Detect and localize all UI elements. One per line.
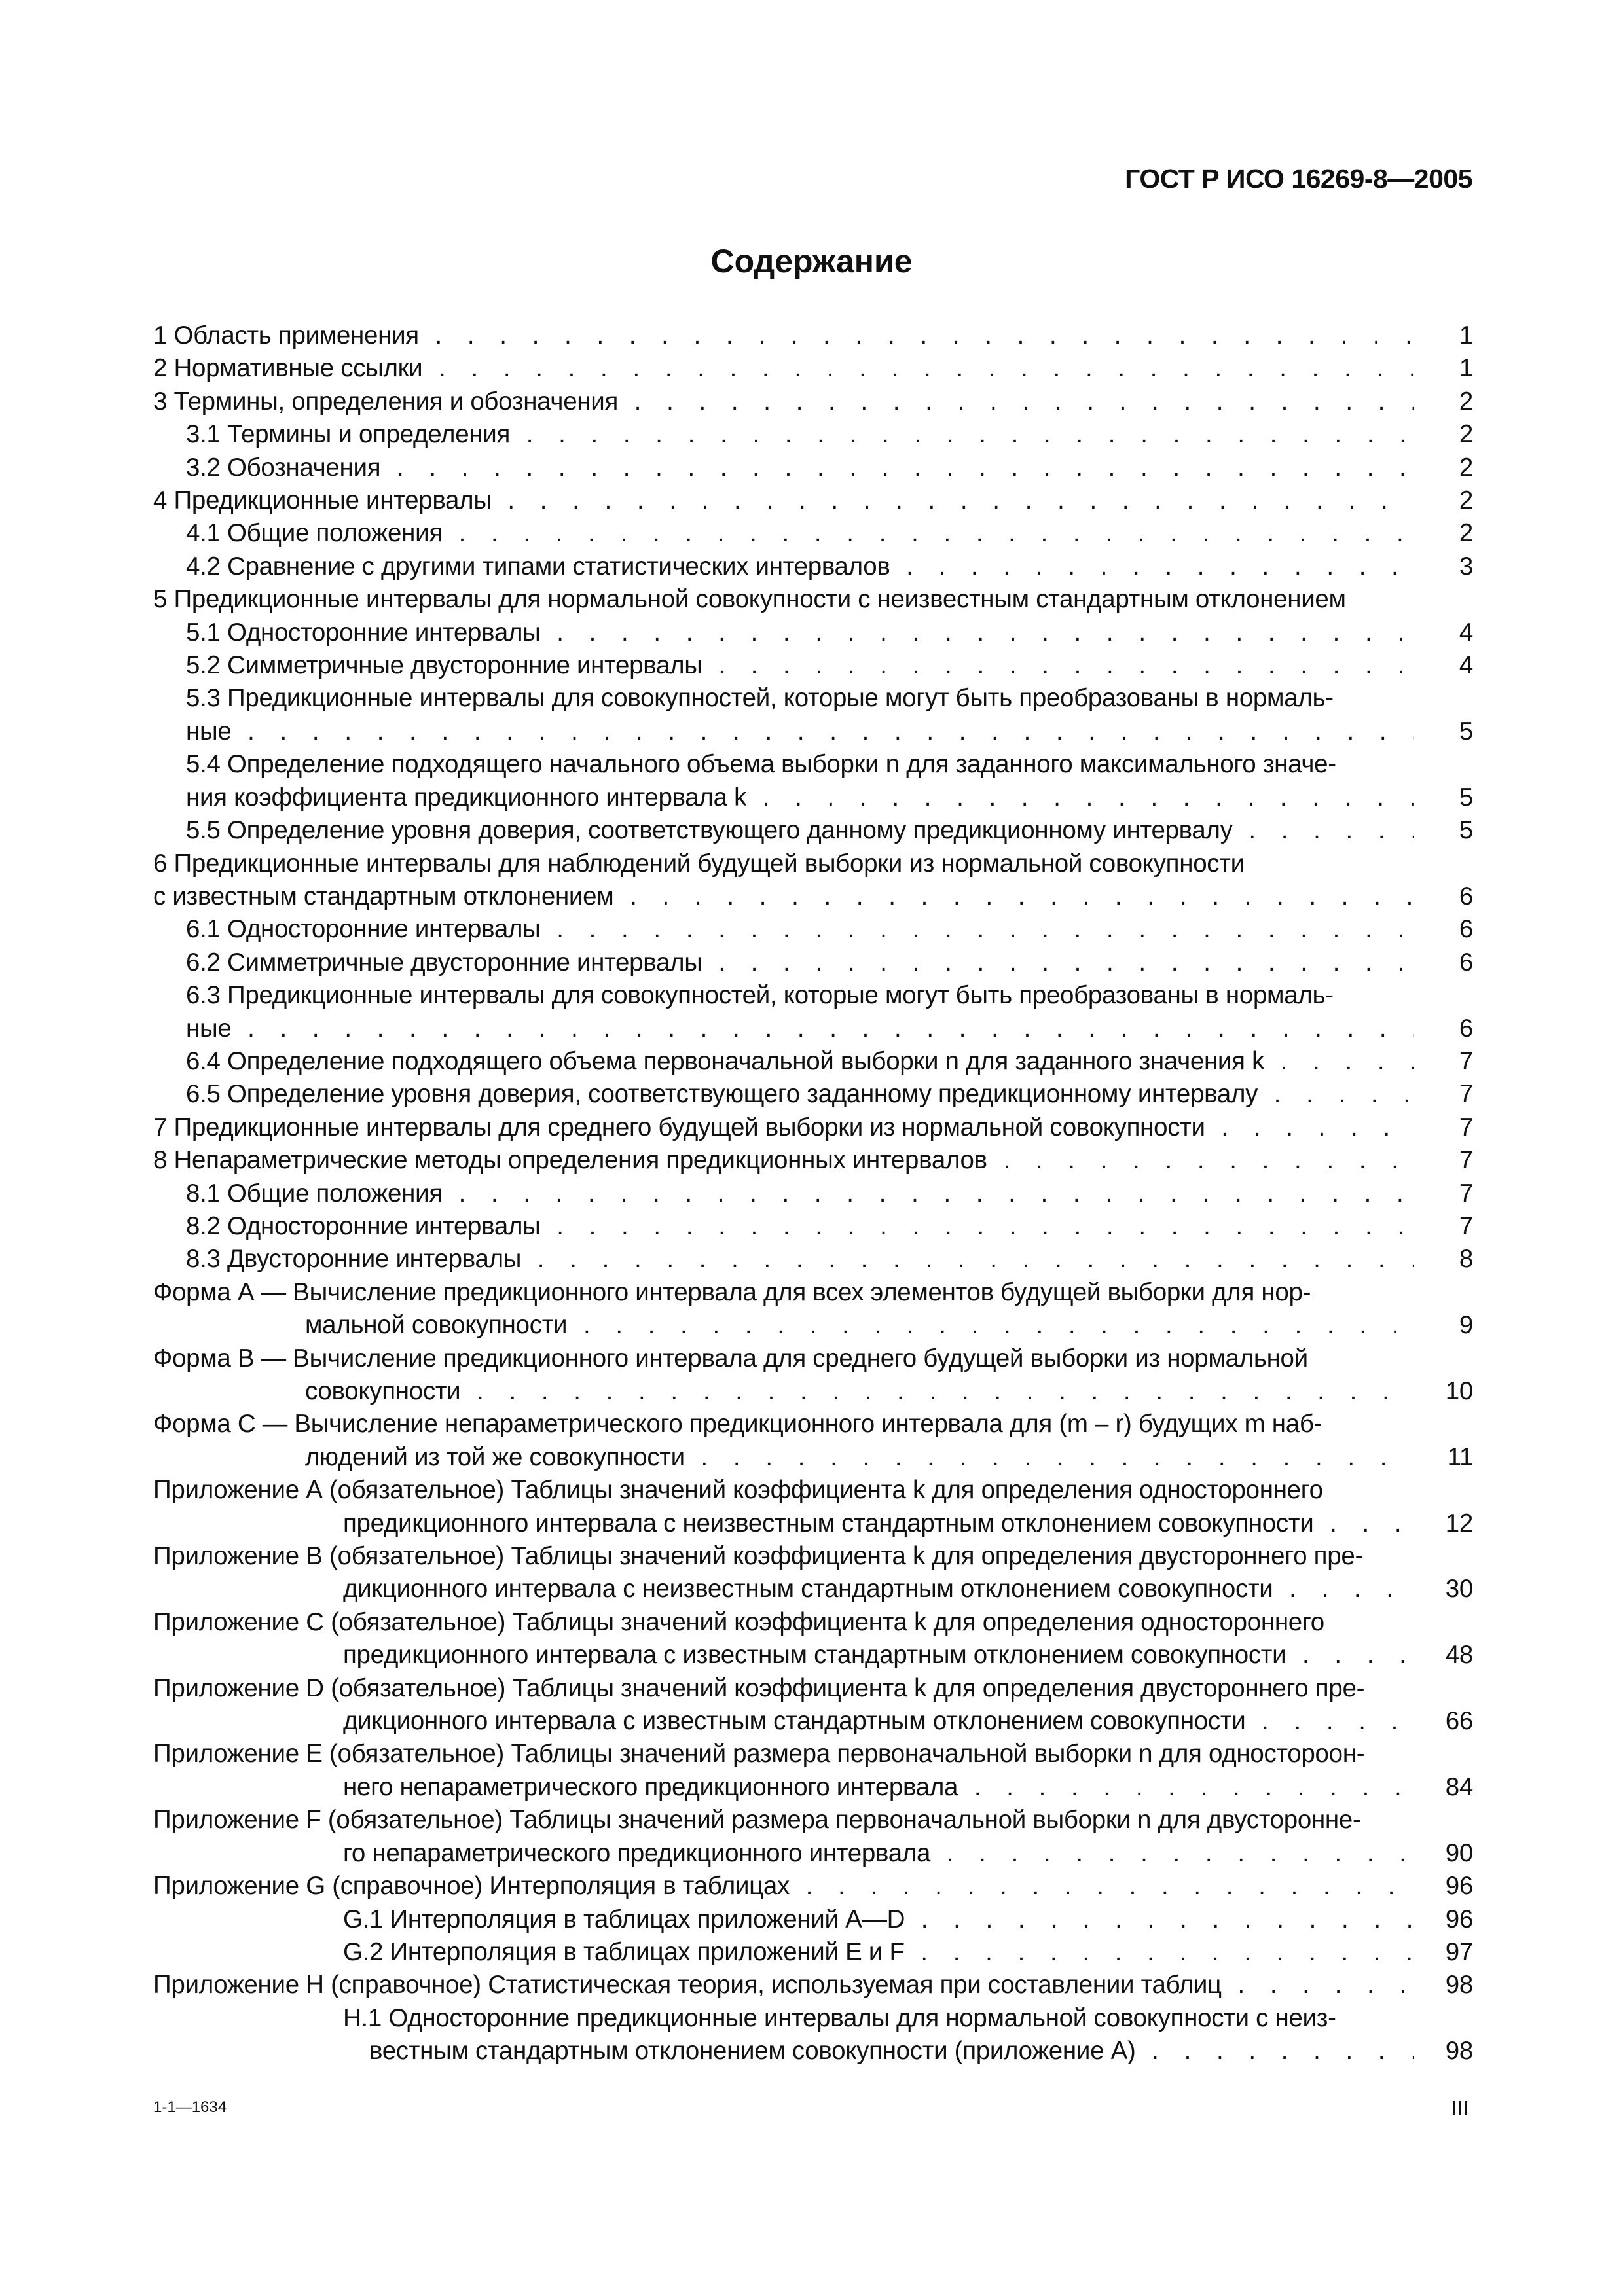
toc-entry-text <box>153 319 1414 352</box>
toc-entry[interactable] <box>153 1969 1473 2001</box>
toc-entry-text <box>153 1738 1414 1804</box>
toc-entry[interactable] <box>153 452 1473 484</box>
toc-entry-line: G.2 Интерполяция в таблицах приложений Е и F . . . <box>153 1936 1414 1969</box>
toc-entry[interactable] <box>153 946 1473 979</box>
toc-page-number: 7 <box>1459 1080 1473 1109</box>
toc-entry-text <box>153 2002 1414 2068</box>
toc-page-number: 7 <box>1459 1047 1473 1075</box>
toc-page-number: 96 <box>1445 1905 1473 1933</box>
toc-entry[interactable] <box>153 1276 1473 1342</box>
toc-entry-line: 3.1 Термины и определения . . . <box>153 418 1414 451</box>
toc-entry[interactable] <box>153 1672 1473 1738</box>
toc-entry[interactable] <box>153 1474 1473 1540</box>
toc-entry-text <box>153 1606 1414 1672</box>
toc-entry-line: го непараметрического предикционного интервала . . . <box>153 1837 1414 1870</box>
toc-entry-line: Н.1 Односторонние предикционные интервалы для нормальной совокупности с неиз- <box>343 2003 1336 2032</box>
toc-entry-line: Приложение В (обязательное) Таблицы значений коэффициента k для определения двустороннего пре- <box>153 1542 1363 1571</box>
toc-entry-line: 6.1 Односторонние интервалы . . . <box>153 913 1414 946</box>
toc-entry-text <box>153 1144 1414 1177</box>
toc-entry[interactable] <box>153 484 1473 517</box>
toc-entry[interactable] <box>153 418 1473 451</box>
toc-page-number: 6 <box>1459 915 1473 944</box>
toc-page-number: 6 <box>1459 948 1473 977</box>
toc-entry[interactable] <box>153 682 1473 748</box>
toc-entry[interactable] <box>153 1738 1473 1804</box>
toc-entry[interactable] <box>153 517 1473 550</box>
toc-entry-line: Форма С — Вычисление непараметрического предикционного интервала для (m – r) будущих m наб- <box>153 1410 1322 1439</box>
toc-entry-text <box>153 484 1414 517</box>
toc-entry[interactable] <box>153 649 1473 682</box>
toc-entry-text <box>153 1045 1414 1078</box>
toc-entry-text <box>153 1540 1414 1606</box>
toc-entry-text <box>153 1903 1414 1936</box>
toc-entry-line: вестным стандартным отклонением совокупности (приложение А) . . . <box>153 2035 1414 2068</box>
toc-entry-text <box>153 418 1414 451</box>
toc-entry-line: 6.3 Предикционные интервалы для совокупностей, которые могут быть преобразованы в нормаль- <box>186 981 1334 1010</box>
toc-entry-text <box>153 913 1414 946</box>
toc-page-number: 30 <box>1445 1575 1473 1604</box>
toc-entry-text <box>153 814 1414 847</box>
toc-entry-text <box>153 682 1414 748</box>
toc-entry-line: Приложение D (обязательное) Таблицы значений коэффициента k для определения двустороннего пре- <box>153 1674 1365 1702</box>
toc-entry-text <box>153 1474 1414 1540</box>
toc-entry[interactable] <box>153 1903 1473 1936</box>
toc-page-number: 98 <box>1445 1971 1473 2000</box>
toc-entry-line: 6 Предикционные интервалы для наблюдений будущей выборки из нормальной совокупности <box>153 849 1245 878</box>
toc-entry-text <box>153 1804 1414 1870</box>
toc-entry-line: 8.2 Односторонние интервалы . . . <box>153 1210 1414 1243</box>
toc-page-number: 2 <box>1459 453 1473 482</box>
toc-entry[interactable] <box>153 1936 1473 1969</box>
toc-entry-line: Форма А — Вычисление предикционного интервала для всех элементов будущей выборки для нор- <box>153 1278 1311 1306</box>
toc-entry[interactable] <box>153 386 1473 418</box>
toc-entry-line: G.1 Интерполяция в таблицах приложений А—D . . . <box>153 1903 1414 1936</box>
toc-entry-line: Приложение Н (справочное) Статистическая теория, используемая при составлении таблиц . . . <box>153 1969 1414 2001</box>
toc-entry-line: Приложение С (обязательное) Таблицы значений коэффициента k для определения одностороннего <box>153 1607 1324 1636</box>
toc-page-number: 96 <box>1445 1872 1473 1901</box>
toc-entry-line: 7 Предикционные интервалы для среднего будущей выборки из нормальной совокупности . . . <box>153 1111 1414 1144</box>
toc-entry-line: мальной совокупности . . . <box>153 1309 1414 1342</box>
toc-page-number: 2 <box>1459 486 1473 515</box>
toc-entry-text <box>153 1243 1414 1276</box>
toc-entry-line: 2 Нормативные ссылки . . . <box>153 352 1414 385</box>
toc-entry-text <box>153 1078 1414 1111</box>
toc-page-number: 2 <box>1459 519 1473 548</box>
standard-number: ГОСТ Р ИСО 16269-8—2005 <box>1125 164 1472 194</box>
toc-entry-line: 4.2 Сравнение с другими типами статистических интервалов . . . <box>153 550 1414 583</box>
toc-page-number: 1 <box>1459 354 1473 383</box>
toc-entry[interactable] <box>153 2002 1473 2068</box>
toc-entry[interactable] <box>153 1870 1473 1903</box>
toc-entry-line: предикционного интервала с неизвестным стандартным отклонением совокупности . . . <box>153 1507 1414 1540</box>
toc-entry-line: 6.2 Симметричные двусторонние интервалы . . . <box>153 946 1414 979</box>
toc-entry[interactable] <box>153 1144 1473 1177</box>
toc-entry[interactable] <box>153 1804 1473 1870</box>
toc-entry-text <box>153 550 1414 583</box>
toc-page-number: 2 <box>1459 387 1473 416</box>
toc-page-number: 4 <box>1459 618 1473 647</box>
toc-page-number: 98 <box>1445 2037 1473 2066</box>
toc-page-number: 90 <box>1445 1839 1473 1867</box>
toc-page-number: 6 <box>1459 882 1473 910</box>
toc-entry-line: 8.3 Двусторонние интервалы . . . <box>153 1243 1414 1276</box>
toc-page-number: 6 <box>1459 1014 1473 1043</box>
toc-entry-line: Приложение Е (обязательное) Таблицы значений размера первоначальной выборки n для одностороон- <box>153 1740 1365 1768</box>
toc-entry-line: 5.1 Односторонние интервалы . . . <box>153 617 1414 649</box>
toc-entry[interactable] <box>153 1342 1473 1408</box>
toc-entry-line: дикционного интервала с неизвестным стандартным отклонением совокупности . . . <box>153 1573 1414 1605</box>
toc-entry-text <box>153 1936 1414 1969</box>
toc-entry[interactable] <box>153 1243 1473 1276</box>
toc-page-number: 8 <box>1459 1245 1473 1274</box>
toc-entry-text <box>153 848 1414 914</box>
toc-entry-line: 8.1 Общие положения . . . <box>153 1177 1414 1210</box>
toc-entry-line: ные . . . <box>153 715 1414 748</box>
toc-entry[interactable] <box>153 1045 1473 1078</box>
toc-entry[interactable] <box>153 1078 1473 1111</box>
toc-entry[interactable] <box>153 1408 1473 1474</box>
toc-entry-line: 3 Термины, определения и обозначения . . . <box>153 386 1414 418</box>
toc-entry-line: людений из той же совокупности . . . <box>153 1441 1414 1474</box>
toc-entry-text <box>153 1672 1414 1738</box>
toc-entry-line: 5.4 Определение подходящего начального объема выборки n для заданного максимального значе- <box>186 750 1336 779</box>
toc-entry-line: 6.4 Определение подходящего объема первоначальной выборки n для заданного значения k . . . <box>153 1045 1414 1078</box>
toc-entry-text <box>153 649 1414 682</box>
toc-page-number: 12 <box>1445 1509 1473 1537</box>
toc-page-number: 66 <box>1445 1707 1473 1736</box>
toc-entry-line: ные . . . <box>153 1013 1414 1045</box>
toc-page-number: 3 <box>1459 552 1473 581</box>
toc-page-number: 7 <box>1459 1179 1473 1208</box>
toc-entry[interactable] <box>153 550 1473 583</box>
footer-code: 1-1—1634 <box>153 2098 227 2116</box>
toc-entry-line: 6.5 Определение уровня доверия, соответствующего заданному предикционному интервалу . . . <box>153 1078 1414 1111</box>
toc-entry-text <box>153 1111 1414 1144</box>
toc-entry-line: Приложение G (справочное) Интерполяция в таблицах . . . <box>153 1870 1414 1903</box>
toc-page-number: 97 <box>1445 1937 1473 1966</box>
toc-entry-text <box>153 1177 1414 1210</box>
toc-entry-text <box>153 386 1414 418</box>
toc-page-number: 84 <box>1445 1772 1473 1801</box>
toc-entry-text <box>153 583 1414 616</box>
toc-page-number: 11 <box>1447 1443 1473 1471</box>
toc-entry[interactable] <box>153 583 1473 616</box>
toc-entry[interactable] <box>153 913 1473 946</box>
toc-entry[interactable] <box>153 1540 1473 1606</box>
toc-page-number: 5 <box>1459 717 1473 745</box>
toc-entry-text <box>153 517 1414 550</box>
toc-entry[interactable] <box>153 748 1473 814</box>
footer-page-number: III <box>1451 2096 1468 2119</box>
toc-page-number: 5 <box>1459 783 1473 812</box>
toc-entry-text <box>153 1870 1414 1903</box>
toc-page-number: 48 <box>1445 1641 1473 1670</box>
table-of-contents <box>153 319 1473 2068</box>
toc-page-number: 2 <box>1459 420 1473 449</box>
toc-entry[interactable] <box>153 979 1473 1045</box>
toc-entry-line: 5.5 Определение уровня доверия, соответствующего данному предикционному интервалу . . . <box>153 814 1414 847</box>
toc-entry-text <box>153 979 1414 1045</box>
toc-entry-line: ния коэффициента предикционного интервала k . . . <box>153 781 1414 814</box>
toc-entry[interactable] <box>153 617 1473 649</box>
toc-entry-line: предикционного интервала с известным стандартным отклонением совокупности . . . <box>153 1639 1414 1672</box>
toc-entry-text <box>153 1408 1414 1474</box>
toc-entry-line: с известным стандартным отклонением . . . <box>153 880 1414 913</box>
toc-entry-text <box>153 1276 1414 1342</box>
toc-entry-line: 5.3 Предикционные интервалы для совокупностей, которые могут быть преобразованы в нормаль- <box>186 684 1334 713</box>
toc-entry-text <box>153 617 1414 649</box>
toc-page-number: 7 <box>1459 1146 1473 1175</box>
toc-entry[interactable] <box>153 1111 1473 1144</box>
page-title: Содержание <box>710 243 913 279</box>
toc-page-number: 7 <box>1459 1113 1473 1141</box>
toc-entry-line: 4 Предикционные интервалы . . . <box>153 484 1414 517</box>
toc-entry[interactable] <box>153 848 1473 914</box>
toc-entry-line: Форма В — Вычисление предикционного интервала для среднего будущей выборки из нормальной <box>153 1344 1308 1372</box>
toc-entry[interactable] <box>153 1210 1473 1243</box>
toc-entry-line: 8 Непараметрические методы определения предикционных интервалов . . . <box>153 1144 1414 1177</box>
toc-entry-text <box>153 1969 1414 2001</box>
toc-entry-text <box>153 352 1414 385</box>
toc-entry-line: 5 Предикционные интервалы для нормальной совокупности с неизвестным стандартным отклонением <box>153 585 1346 614</box>
toc-entry-line: Приложение F (обязательное) Таблицы значений размера первоначальной выборки n для двусторонне- <box>153 1806 1361 1835</box>
toc-entry-text <box>153 1210 1414 1243</box>
toc-page-number: 5 <box>1459 816 1473 845</box>
toc-entry-text <box>153 1342 1414 1408</box>
toc-page-number: 10 <box>1445 1377 1473 1405</box>
toc-entry-line: Приложение А (обязательное) Таблицы значений коэффициента k для определения одностороннего <box>153 1476 1323 1505</box>
toc-entry-text <box>153 452 1414 484</box>
toc-page-number: 7 <box>1459 1211 1473 1240</box>
toc-page-number: 1 <box>1459 321 1473 350</box>
toc-entry-line: 1 Область применения . . . <box>153 319 1414 352</box>
toc-entry-line: дикционного интервала с известным стандартным отклонением совокупности . . . <box>153 1705 1414 1738</box>
toc-entry[interactable] <box>153 352 1473 385</box>
toc-page-number: 4 <box>1459 651 1473 680</box>
toc-entry[interactable] <box>153 1606 1473 1672</box>
toc-entry[interactable] <box>153 1177 1473 1210</box>
toc-entry-line: него непараметрического предикционного интервала . . . <box>153 1771 1414 1804</box>
toc-entry[interactable] <box>153 814 1473 847</box>
toc-entry-line: 4.1 Общие положения . . . <box>153 517 1414 550</box>
toc-entry-text <box>153 748 1414 814</box>
toc-entry-line: 3.2 Обозначения . . . <box>153 452 1414 484</box>
toc-entry-line: совокупности . . . <box>153 1375 1414 1408</box>
toc-page-number: 9 <box>1459 1311 1473 1340</box>
toc-entry[interactable] <box>153 319 1473 352</box>
toc-entry-text <box>153 946 1414 979</box>
toc-entry-line: 5.2 Симметричные двусторонние интервалы . . . <box>153 649 1414 682</box>
